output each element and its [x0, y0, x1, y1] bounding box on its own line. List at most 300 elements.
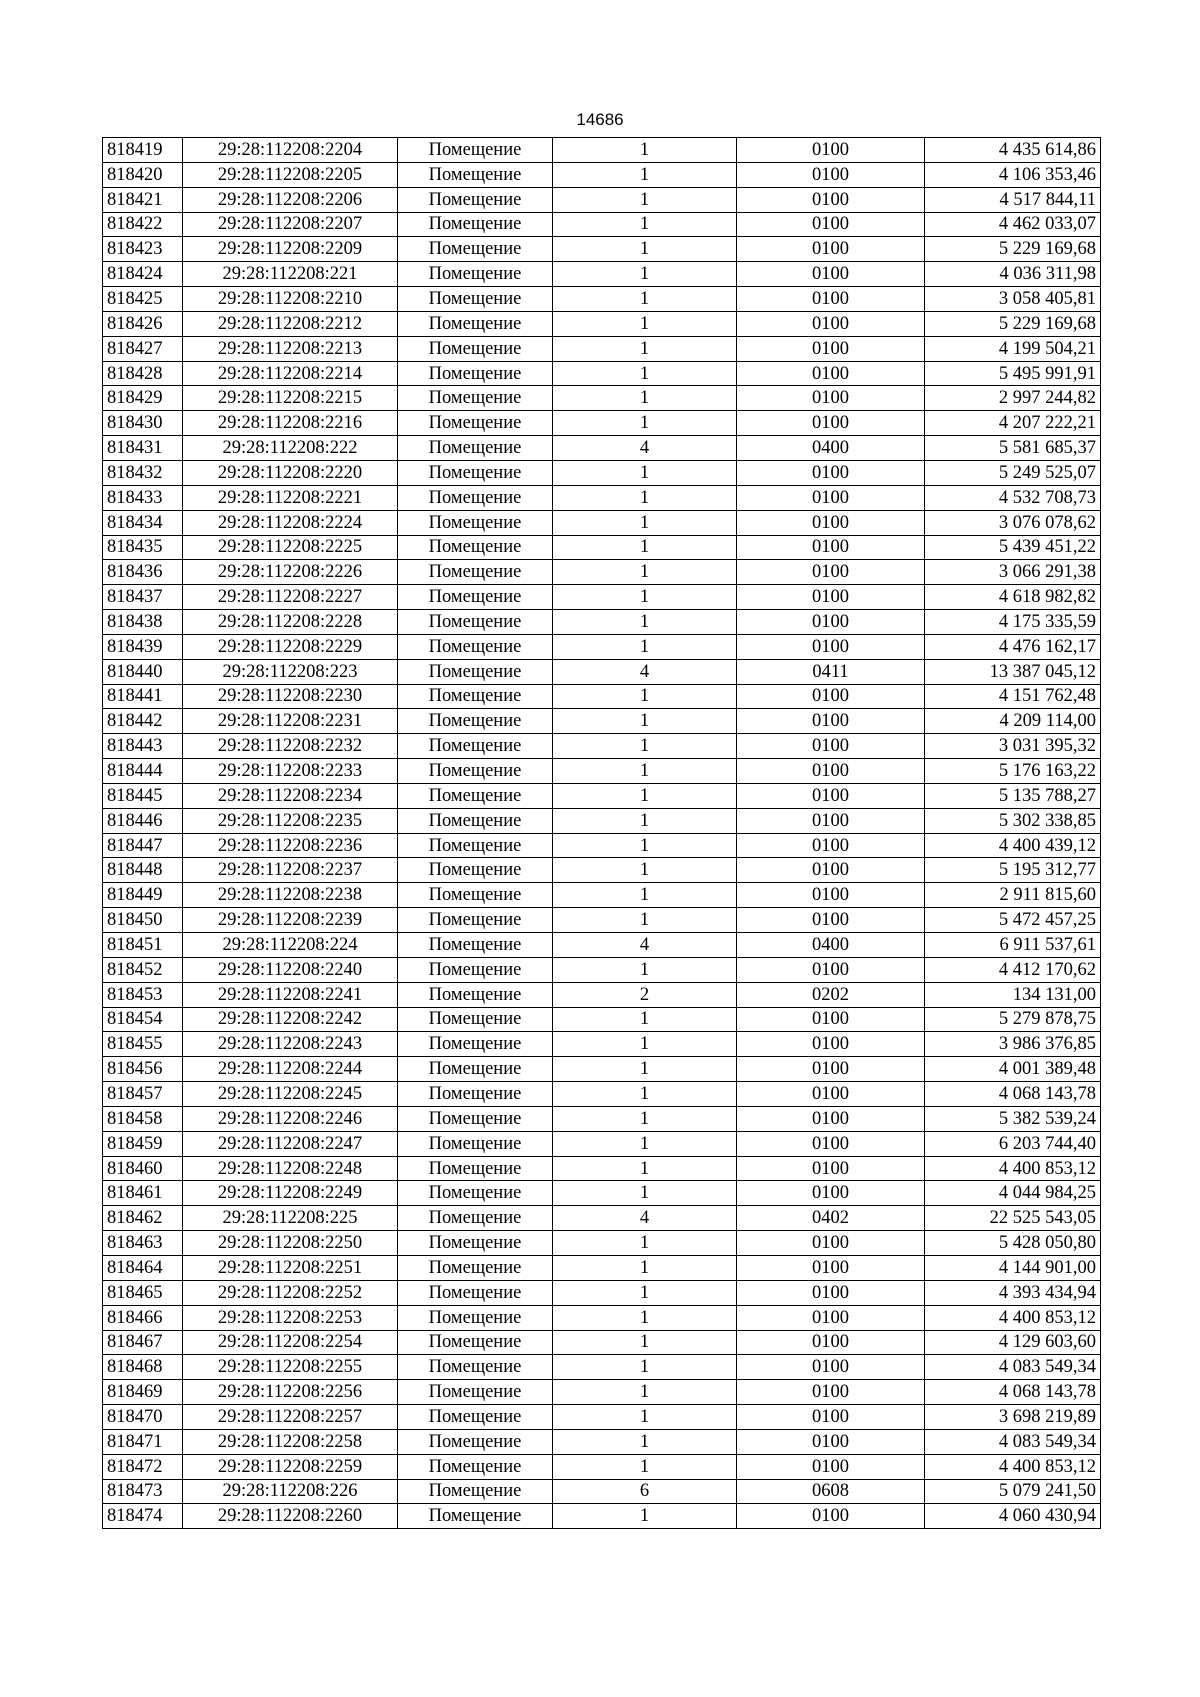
group-number-cell: 1: [553, 237, 737, 262]
group-number-cell: 1: [553, 1504, 737, 1529]
table-row: [103, 957, 1101, 982]
cadastral-number-cell: 29:28:112208:222: [183, 436, 398, 461]
object-type-cell: Помещение: [398, 1504, 553, 1529]
object-type-cell: Помещение: [398, 957, 553, 982]
cadastral-number-cell: 29:28:112208:2254: [183, 1330, 398, 1355]
object-type-cell: Помещение: [398, 386, 553, 411]
table-row: [103, 336, 1101, 361]
cadastral-value-cell: 4 175 335,59: [925, 610, 1101, 635]
row-number-cell: 818469: [103, 1380, 183, 1405]
cadastral-value-cell: 4 400 853,12: [925, 1454, 1101, 1479]
row-number-cell: 818448: [103, 858, 183, 883]
cadastral-number-cell: 29:28:112208:2238: [183, 883, 398, 908]
type-code-cell: 0100: [737, 1454, 925, 1479]
type-code-cell: 0100: [737, 1007, 925, 1032]
group-number-cell: 1: [553, 634, 737, 659]
cadastral-value-cell: 4 209 114,00: [925, 709, 1101, 734]
row-number-cell: 818439: [103, 634, 183, 659]
table-row: [103, 1405, 1101, 1430]
group-number-cell: 1: [553, 734, 737, 759]
table-row: [103, 187, 1101, 212]
row-number-cell: 818467: [103, 1330, 183, 1355]
object-type-cell: Помещение: [398, 1131, 553, 1156]
table-row: [103, 783, 1101, 808]
cadastral-value-cell: 4 083 549,34: [925, 1429, 1101, 1454]
table-row: [103, 535, 1101, 560]
type-code-cell: 0100: [737, 460, 925, 485]
object-type-cell: Помещение: [398, 1007, 553, 1032]
object-type-cell: Помещение: [398, 1057, 553, 1082]
type-code-cell: 0100: [737, 212, 925, 237]
type-code-cell: 0100: [737, 833, 925, 858]
group-number-cell: 1: [553, 1131, 737, 1156]
table-row: [103, 1231, 1101, 1256]
table-row: [103, 659, 1101, 684]
table-row: [103, 411, 1101, 436]
type-code-cell: 0100: [737, 1330, 925, 1355]
row-number-cell: 818444: [103, 759, 183, 784]
type-code-cell: 0100: [737, 1231, 925, 1256]
group-number-cell: 6: [553, 1479, 737, 1504]
cadastral-value-cell: 5 581 685,37: [925, 436, 1101, 461]
group-number-cell: 1: [553, 833, 737, 858]
cadastral-value-cell: 5 382 539,24: [925, 1106, 1101, 1131]
cadastral-number-cell: 29:28:112208:2206: [183, 187, 398, 212]
group-number-cell: 1: [553, 212, 737, 237]
cadastral-value-cell: 4 144 901,00: [925, 1255, 1101, 1280]
table-row: [103, 1504, 1101, 1529]
row-number-cell: 818424: [103, 262, 183, 287]
cadastral-number-cell: 29:28:112208:2221: [183, 485, 398, 510]
table-row: [103, 1156, 1101, 1181]
cadastral-number-cell: 29:28:112208:2205: [183, 162, 398, 187]
cadastral-number-cell: 29:28:112208:2225: [183, 535, 398, 560]
table-row: [103, 1330, 1101, 1355]
object-type-cell: Помещение: [398, 1454, 553, 1479]
group-number-cell: 4: [553, 436, 737, 461]
cadastral-number-cell: 29:28:112208:225: [183, 1206, 398, 1231]
group-number-cell: 1: [553, 1280, 737, 1305]
cadastral-value-cell: 3 076 078,62: [925, 510, 1101, 535]
cadastral-number-cell: 29:28:112208:2209: [183, 237, 398, 262]
cadastral-value-cell: 5 495 991,91: [925, 361, 1101, 386]
group-number-cell: 1: [553, 1305, 737, 1330]
cadastral-number-cell: 29:28:112208:2231: [183, 709, 398, 734]
table-row: [103, 610, 1101, 635]
object-type-cell: Помещение: [398, 262, 553, 287]
object-type-cell: Помещение: [398, 1082, 553, 1107]
row-number-cell: 818426: [103, 311, 183, 336]
object-type-cell: Помещение: [398, 436, 553, 461]
table-row: [103, 933, 1101, 958]
table-row: [103, 1181, 1101, 1206]
cadastral-number-cell: 29:28:112208:2255: [183, 1355, 398, 1380]
object-type-cell: Помещение: [398, 1429, 553, 1454]
cadastral-value-cell: 4 151 762,48: [925, 684, 1101, 709]
object-type-cell: Помещение: [398, 1032, 553, 1057]
row-number-cell: 818452: [103, 957, 183, 982]
object-type-cell: Помещение: [398, 1156, 553, 1181]
object-type-cell: Помещение: [398, 759, 553, 784]
cadastral-number-cell: 29:28:112208:2241: [183, 982, 398, 1007]
object-type-cell: Помещение: [398, 610, 553, 635]
object-type-cell: Помещение: [398, 1330, 553, 1355]
cadastral-value-cell: 3 058 405,81: [925, 287, 1101, 312]
cadastral-value-cell: 4 618 982,82: [925, 585, 1101, 610]
row-number-cell: 818461: [103, 1181, 183, 1206]
table-row: [103, 1206, 1101, 1231]
object-type-cell: Помещение: [398, 1255, 553, 1280]
table-row: [103, 138, 1101, 163]
cadastral-number-cell: 29:28:112208:2244: [183, 1057, 398, 1082]
group-number-cell: 1: [553, 1355, 737, 1380]
cadastral-number-cell: 29:28:112208:2230: [183, 684, 398, 709]
object-type-cell: Помещение: [398, 783, 553, 808]
cadastral-number-cell: 29:28:112208:2213: [183, 336, 398, 361]
group-number-cell: 1: [553, 1106, 737, 1131]
group-number-cell: 2: [553, 982, 737, 1007]
cadastral-value-cell: 4 036 311,98: [925, 262, 1101, 287]
object-type-cell: Помещение: [398, 933, 553, 958]
object-type-cell: Помещение: [398, 187, 553, 212]
type-code-cell: 0202: [737, 982, 925, 1007]
cadastral-number-cell: 29:28:112208:2243: [183, 1032, 398, 1057]
row-number-cell: 818433: [103, 485, 183, 510]
table-row: [103, 1106, 1101, 1131]
row-number-cell: 818432: [103, 460, 183, 485]
type-code-cell: 0100: [737, 883, 925, 908]
type-code-cell: 0400: [737, 436, 925, 461]
group-number-cell: 1: [553, 684, 737, 709]
table-row: [103, 1082, 1101, 1107]
row-number-cell: 818462: [103, 1206, 183, 1231]
type-code-cell: 0100: [737, 138, 925, 163]
cadastral-number-cell: 29:28:112208:2240: [183, 957, 398, 982]
group-number-cell: 1: [553, 535, 737, 560]
group-number-cell: 1: [553, 759, 737, 784]
cadastral-value-cell: 5 439 451,22: [925, 535, 1101, 560]
object-type-cell: Помещение: [398, 709, 553, 734]
cadastral-number-cell: 29:28:112208:2229: [183, 634, 398, 659]
table-row: [103, 510, 1101, 535]
object-type-cell: Помещение: [398, 659, 553, 684]
table-row: [103, 1305, 1101, 1330]
type-code-cell: 0100: [737, 1082, 925, 1107]
group-number-cell: 1: [553, 783, 737, 808]
group-number-cell: 1: [553, 262, 737, 287]
type-code-cell: 0100: [737, 1106, 925, 1131]
cadastral-value-cell: 2 911 815,60: [925, 883, 1101, 908]
table-row: [103, 560, 1101, 585]
group-number-cell: 1: [553, 560, 737, 585]
object-type-cell: Помещение: [398, 311, 553, 336]
group-number-cell: 4: [553, 933, 737, 958]
cadastral-number-cell: 29:28:112208:2250: [183, 1231, 398, 1256]
cadastral-number-cell: 29:28:112208:2246: [183, 1106, 398, 1131]
group-number-cell: 1: [553, 883, 737, 908]
cadastral-number-cell: 29:28:112208:2212: [183, 311, 398, 336]
table-row: [103, 1429, 1101, 1454]
cadastral-value-cell: 22 525 543,05: [925, 1206, 1101, 1231]
table-row: [103, 1032, 1101, 1057]
cadastral-value-cell: 5 428 050,80: [925, 1231, 1101, 1256]
type-code-cell: 0100: [737, 709, 925, 734]
row-number-cell: 818451: [103, 933, 183, 958]
table-row: [103, 1280, 1101, 1305]
cadastral-value-cell: 5 279 878,75: [925, 1007, 1101, 1032]
object-type-cell: Помещение: [398, 460, 553, 485]
type-code-cell: 0100: [737, 1429, 925, 1454]
type-code-cell: 0400: [737, 933, 925, 958]
type-code-cell: 0100: [737, 560, 925, 585]
cadastral-number-cell: 29:28:112208:226: [183, 1479, 398, 1504]
type-code-cell: 0100: [737, 585, 925, 610]
row-number-cell: 818449: [103, 883, 183, 908]
cadastral-number-cell: 29:28:112208:2210: [183, 287, 398, 312]
type-code-cell: 0100: [737, 510, 925, 535]
type-code-cell: 0100: [737, 535, 925, 560]
cadastral-value-cell: 134 131,00: [925, 982, 1101, 1007]
table-row: [103, 1007, 1101, 1032]
cadastral-number-cell: 29:28:112208:2232: [183, 734, 398, 759]
group-number-cell: 1: [553, 1181, 737, 1206]
row-number-cell: 818471: [103, 1429, 183, 1454]
row-number-cell: 818431: [103, 436, 183, 461]
table-row: [103, 1479, 1101, 1504]
cadastral-number-cell: 29:28:112208:224: [183, 933, 398, 958]
object-type-cell: Помещение: [398, 1405, 553, 1430]
group-number-cell: 1: [553, 1429, 737, 1454]
cadastral-value-cell: 3 698 219,89: [925, 1405, 1101, 1430]
object-type-cell: Помещение: [398, 1305, 553, 1330]
group-number-cell: 1: [553, 1082, 737, 1107]
object-type-cell: Помещение: [398, 1280, 553, 1305]
row-number-cell: 818422: [103, 212, 183, 237]
table-row: [103, 808, 1101, 833]
row-number-cell: 818423: [103, 237, 183, 262]
table-row: [103, 311, 1101, 336]
cadastral-number-cell: 29:28:112208:221: [183, 262, 398, 287]
group-number-cell: 1: [553, 485, 737, 510]
table-row: [103, 908, 1101, 933]
type-code-cell: 0100: [737, 262, 925, 287]
cadastral-value-cell: 3 986 376,85: [925, 1032, 1101, 1057]
cadastral-value-cell: 4 400 853,12: [925, 1305, 1101, 1330]
type-code-cell: 0100: [737, 1057, 925, 1082]
type-code-cell: 0100: [737, 684, 925, 709]
group-number-cell: 1: [553, 858, 737, 883]
type-code-cell: 0100: [737, 187, 925, 212]
group-number-cell: 1: [553, 1380, 737, 1405]
cadastral-number-cell: 29:28:112208:2259: [183, 1454, 398, 1479]
group-number-cell: 1: [553, 162, 737, 187]
object-type-cell: Помещение: [398, 1231, 553, 1256]
group-number-cell: 1: [553, 1057, 737, 1082]
row-number-cell: 818474: [103, 1504, 183, 1529]
type-code-cell: 0100: [737, 1504, 925, 1529]
cadastral-value-cell: 4 400 439,12: [925, 833, 1101, 858]
type-code-cell: 0100: [737, 1156, 925, 1181]
row-number-cell: 818450: [103, 908, 183, 933]
object-type-cell: Помещение: [398, 560, 553, 585]
table-row: [103, 361, 1101, 386]
object-type-cell: Помещение: [398, 858, 553, 883]
object-type-cell: Помещение: [398, 510, 553, 535]
table-row: [103, 212, 1101, 237]
table-row: [103, 833, 1101, 858]
object-type-cell: Помещение: [398, 1206, 553, 1231]
object-type-cell: Помещение: [398, 808, 553, 833]
table-row: [103, 460, 1101, 485]
type-code-cell: 0100: [737, 908, 925, 933]
table-row: [103, 485, 1101, 510]
cadastral-value-cell: 4 517 844,11: [925, 187, 1101, 212]
cadastral-number-cell: 29:28:112208:2258: [183, 1429, 398, 1454]
type-code-cell: 0608: [737, 1479, 925, 1504]
type-code-cell: 0100: [737, 1305, 925, 1330]
table-row: [103, 1355, 1101, 1380]
object-type-cell: Помещение: [398, 1181, 553, 1206]
cadastral-value-cell: 4 044 984,25: [925, 1181, 1101, 1206]
cadastral-value-cell: 5 195 312,77: [925, 858, 1101, 883]
table-row: [103, 1131, 1101, 1156]
cadastral-value-cell: 5 249 525,07: [925, 460, 1101, 485]
row-number-cell: 818472: [103, 1454, 183, 1479]
group-number-cell: 1: [553, 287, 737, 312]
group-number-cell: 1: [553, 908, 737, 933]
cadastral-value-cell: 5 302 338,85: [925, 808, 1101, 833]
row-number-cell: 818441: [103, 684, 183, 709]
table-row: [103, 1057, 1101, 1082]
type-code-cell: 0100: [737, 957, 925, 982]
cadastral-number-cell: 29:28:112208:2253: [183, 1305, 398, 1330]
cadastral-value-cell: 4 129 603,60: [925, 1330, 1101, 1355]
type-code-cell: 0100: [737, 162, 925, 187]
cadastral-number-cell: 29:28:112208:2260: [183, 1504, 398, 1529]
cadastral-number-cell: 29:28:112208:2257: [183, 1405, 398, 1430]
cadastral-number-cell: 29:28:112208:223: [183, 659, 398, 684]
row-number-cell: 818459: [103, 1131, 183, 1156]
cadastral-value-cell: 5 229 169,68: [925, 237, 1101, 262]
row-number-cell: 818440: [103, 659, 183, 684]
cadastral-number-cell: 29:28:112208:2215: [183, 386, 398, 411]
cadastral-value-cell: 6 203 744,40: [925, 1131, 1101, 1156]
type-code-cell: 0100: [737, 1181, 925, 1206]
type-code-cell: 0100: [737, 361, 925, 386]
cadastral-number-cell: 29:28:112208:2207: [183, 212, 398, 237]
object-type-cell: Помещение: [398, 162, 553, 187]
object-type-cell: Помещение: [398, 634, 553, 659]
cadastral-number-cell: 29:28:112208:2235: [183, 808, 398, 833]
object-type-cell: Помещение: [398, 585, 553, 610]
object-type-cell: Помещение: [398, 1355, 553, 1380]
table-row: [103, 759, 1101, 784]
cadastral-value-cell: 6 911 537,61: [925, 933, 1101, 958]
table-row: [103, 287, 1101, 312]
row-number-cell: 818420: [103, 162, 183, 187]
table-row: [103, 734, 1101, 759]
object-type-cell: Помещение: [398, 535, 553, 560]
cadastral-value-cell: 4 532 708,73: [925, 485, 1101, 510]
cadastral-value-cell: 5 135 788,27: [925, 783, 1101, 808]
cadastral-number-cell: 29:28:112208:2252: [183, 1280, 398, 1305]
cadastral-number-cell: 29:28:112208:2224: [183, 510, 398, 535]
row-number-cell: 818470: [103, 1405, 183, 1430]
row-number-cell: 818442: [103, 709, 183, 734]
row-number-cell: 818436: [103, 560, 183, 585]
group-number-cell: 4: [553, 1206, 737, 1231]
cadastral-number-cell: 29:28:112208:2239: [183, 908, 398, 933]
cadastral-value-cell: 5 079 241,50: [925, 1479, 1101, 1504]
group-number-cell: 1: [553, 510, 737, 535]
cadastral-value-cell: 4 462 033,07: [925, 212, 1101, 237]
type-code-cell: 0100: [737, 808, 925, 833]
row-number-cell: 818438: [103, 610, 183, 635]
page-number: 14686: [576, 110, 624, 129]
type-code-cell: 0100: [737, 1355, 925, 1380]
type-code-cell: 0100: [737, 287, 925, 312]
type-code-cell: 0100: [737, 858, 925, 883]
object-type-cell: Помещение: [398, 833, 553, 858]
type-code-cell: 0100: [737, 386, 925, 411]
row-number-cell: 818421: [103, 187, 183, 212]
row-number-cell: 818434: [103, 510, 183, 535]
row-number-cell: 818435: [103, 535, 183, 560]
cadastral-value-cell: 4 060 430,94: [925, 1504, 1101, 1529]
object-type-cell: Помещение: [398, 212, 553, 237]
table-row: [103, 634, 1101, 659]
cadastral-value-cell: 4 106 353,46: [925, 162, 1101, 187]
row-number-cell: 818445: [103, 783, 183, 808]
group-number-cell: 1: [553, 1007, 737, 1032]
table-row: [103, 883, 1101, 908]
table-row: [103, 1454, 1101, 1479]
group-number-cell: 1: [553, 336, 737, 361]
row-number-cell: 818457: [103, 1082, 183, 1107]
cadastral-value-cell: 5 472 457,25: [925, 908, 1101, 933]
row-number-cell: 818443: [103, 734, 183, 759]
cadastral-value-cell: 5 229 169,68: [925, 311, 1101, 336]
type-code-cell: 0100: [737, 1255, 925, 1280]
group-number-cell: 1: [553, 361, 737, 386]
cadastral-value-cell: 4 393 434,94: [925, 1280, 1101, 1305]
table-row: [103, 237, 1101, 262]
object-type-cell: Помещение: [398, 1106, 553, 1131]
row-number-cell: 818428: [103, 361, 183, 386]
table-row: [103, 1255, 1101, 1280]
group-number-cell: 1: [553, 1255, 737, 1280]
cadastral-number-cell: 29:28:112208:2237: [183, 858, 398, 883]
cadastral-value-cell: 4 199 504,21: [925, 336, 1101, 361]
type-code-cell: 0100: [737, 485, 925, 510]
object-type-cell: Помещение: [398, 237, 553, 262]
row-number-cell: 818425: [103, 287, 183, 312]
type-code-cell: 0100: [737, 1405, 925, 1430]
table-row: [103, 162, 1101, 187]
type-code-cell: 0100: [737, 1032, 925, 1057]
type-code-cell: 0411: [737, 659, 925, 684]
object-type-cell: Помещение: [398, 883, 553, 908]
group-number-cell: 1: [553, 138, 737, 163]
cadastral-number-cell: 29:28:112208:2236: [183, 833, 398, 858]
row-number-cell: 818429: [103, 386, 183, 411]
cadastral-number-cell: 29:28:112208:2214: [183, 361, 398, 386]
cadastral-value-cell: 4 400 853,12: [925, 1156, 1101, 1181]
row-number-cell: 818468: [103, 1355, 183, 1380]
cadastral-value-cell: 3 066 291,38: [925, 560, 1101, 585]
row-number-cell: 818419: [103, 138, 183, 163]
group-number-cell: 1: [553, 1032, 737, 1057]
